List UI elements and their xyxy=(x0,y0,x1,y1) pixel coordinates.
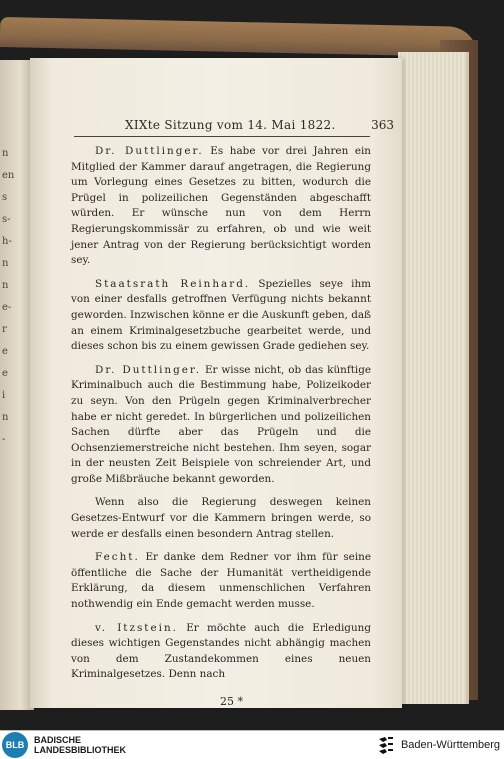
speech-text: Spezielles seye ihm von einer desfalls getroffnen Verfügung nichts bekannt geworden. Inzwischen könne er die Auskunft geben, daß an einem Kriminalgesetzbuche gearbeitet werde, und dieses schon bis zu einem gewissen Grade gediehen sey. xyxy=(71,277,371,353)
left-page-fragment: n xyxy=(2,412,9,423)
speaker-name: Dr. Duttlinger. xyxy=(95,145,204,157)
speech-text: Er danke dem Redner vor ihm für seine öffentliche die Sache der Humanität vertheidigende Erklärung, da diesem unmenschlichen Verfahren nothwendig ein Ende gemacht werden musse. xyxy=(71,551,371,611)
speaker-name: Fecht. xyxy=(95,551,140,564)
page-body-text xyxy=(71,144,371,691)
speaker-name: Dr. Duttlinger. xyxy=(95,363,202,376)
speech-text: Er wisse nicht, ob das künftige Kriminalbuch auch die Bestimmung habe, Polizeikoder zu seyn. Von den Prügeln gegen Kriminalverbrecher habe er nicht geredet. In bürgerlichen und polizeilichen Sachen dürfte aber das Prügeln und die Ochsenziemerstreiche nicht bestehen. Ihm seyen, sogar in der neusten Zeit Beispiele von schreiender Art, und große Mißbräuche bekannt geworden. xyxy=(71,363,371,485)
left-page-edge xyxy=(0,60,34,710)
state-name: Baden-Württemberg xyxy=(400,739,500,751)
speech-paragraph xyxy=(71,363,371,488)
blb-logo-icon[interactable]: BLB xyxy=(2,732,28,758)
left-page-fragment: s- xyxy=(2,214,11,225)
left-page-fragment: n xyxy=(2,280,9,291)
page-number: 363 xyxy=(371,118,394,132)
left-page-fragment: en xyxy=(2,170,15,181)
library-name-line2: LANDESBIBLIOTHEK xyxy=(34,745,126,755)
footer-bar xyxy=(0,730,504,759)
session-title: XIXte Sitzung vom 14. Mai 1822. xyxy=(125,118,336,132)
left-page-fragment: s xyxy=(2,192,8,203)
left-page-fragment: r xyxy=(2,324,7,335)
left-page-fragment: n xyxy=(2,148,9,159)
speaker-name: v. Itzstein. xyxy=(95,621,178,634)
speech-text: Wenn also die Regierung deswegen keinen Gesetzes-Entwurf vor die Kammern bringen werde, so werde er desfalls einen besondern Antrag stellen. xyxy=(71,496,371,540)
left-page-fragment: i xyxy=(2,390,6,401)
speech-paragraph xyxy=(71,277,371,355)
left-page-fragment: e xyxy=(2,346,8,357)
lions-crest-icon xyxy=(377,735,395,755)
speech-paragraph xyxy=(71,495,371,542)
library-name-line1: BADISCHE xyxy=(34,735,82,745)
speech-paragraph xyxy=(71,621,371,683)
library-name[interactable] xyxy=(34,735,126,755)
left-page-fragment: e xyxy=(2,368,8,379)
book-cover-top xyxy=(0,17,478,57)
speech-text: Er möchte auch die Erledigung dieses wichtigen Gegenstandes nicht abhängig machen von dem Zustandekommen eines neuen Kriminalgesetzes. Denn nach xyxy=(71,621,371,681)
speaker-name: Staatsrath Reinhard. xyxy=(95,277,251,290)
book-page xyxy=(30,58,402,708)
left-page-fragment: e- xyxy=(2,302,12,313)
state-brand[interactable] xyxy=(377,735,500,755)
left-page-fragment: n xyxy=(2,258,9,269)
speech-paragraph xyxy=(71,144,371,269)
page-stack-edge xyxy=(398,52,469,704)
speech-text: Es habe vor drei Jahren ein Mitglied der Kammer darauf angetragen, die Regierung um Vorlegung eines Gesetzes zu bitten, wodurch die Prügel in polizeilichen Gegenständen abgeschafft würden. Er wünsche nun von dem Herrn Regierungskommissär zu erfahren, ob und wie weit jener Antrag von der Regierung berücksichtigt worden sey. xyxy=(71,145,372,267)
left-page-fragment: h- xyxy=(2,236,12,247)
speech-paragraph xyxy=(71,550,371,612)
signature-mark: 25 * xyxy=(220,695,243,708)
left-page-fragment: - xyxy=(2,434,6,445)
header-rule xyxy=(74,136,370,137)
